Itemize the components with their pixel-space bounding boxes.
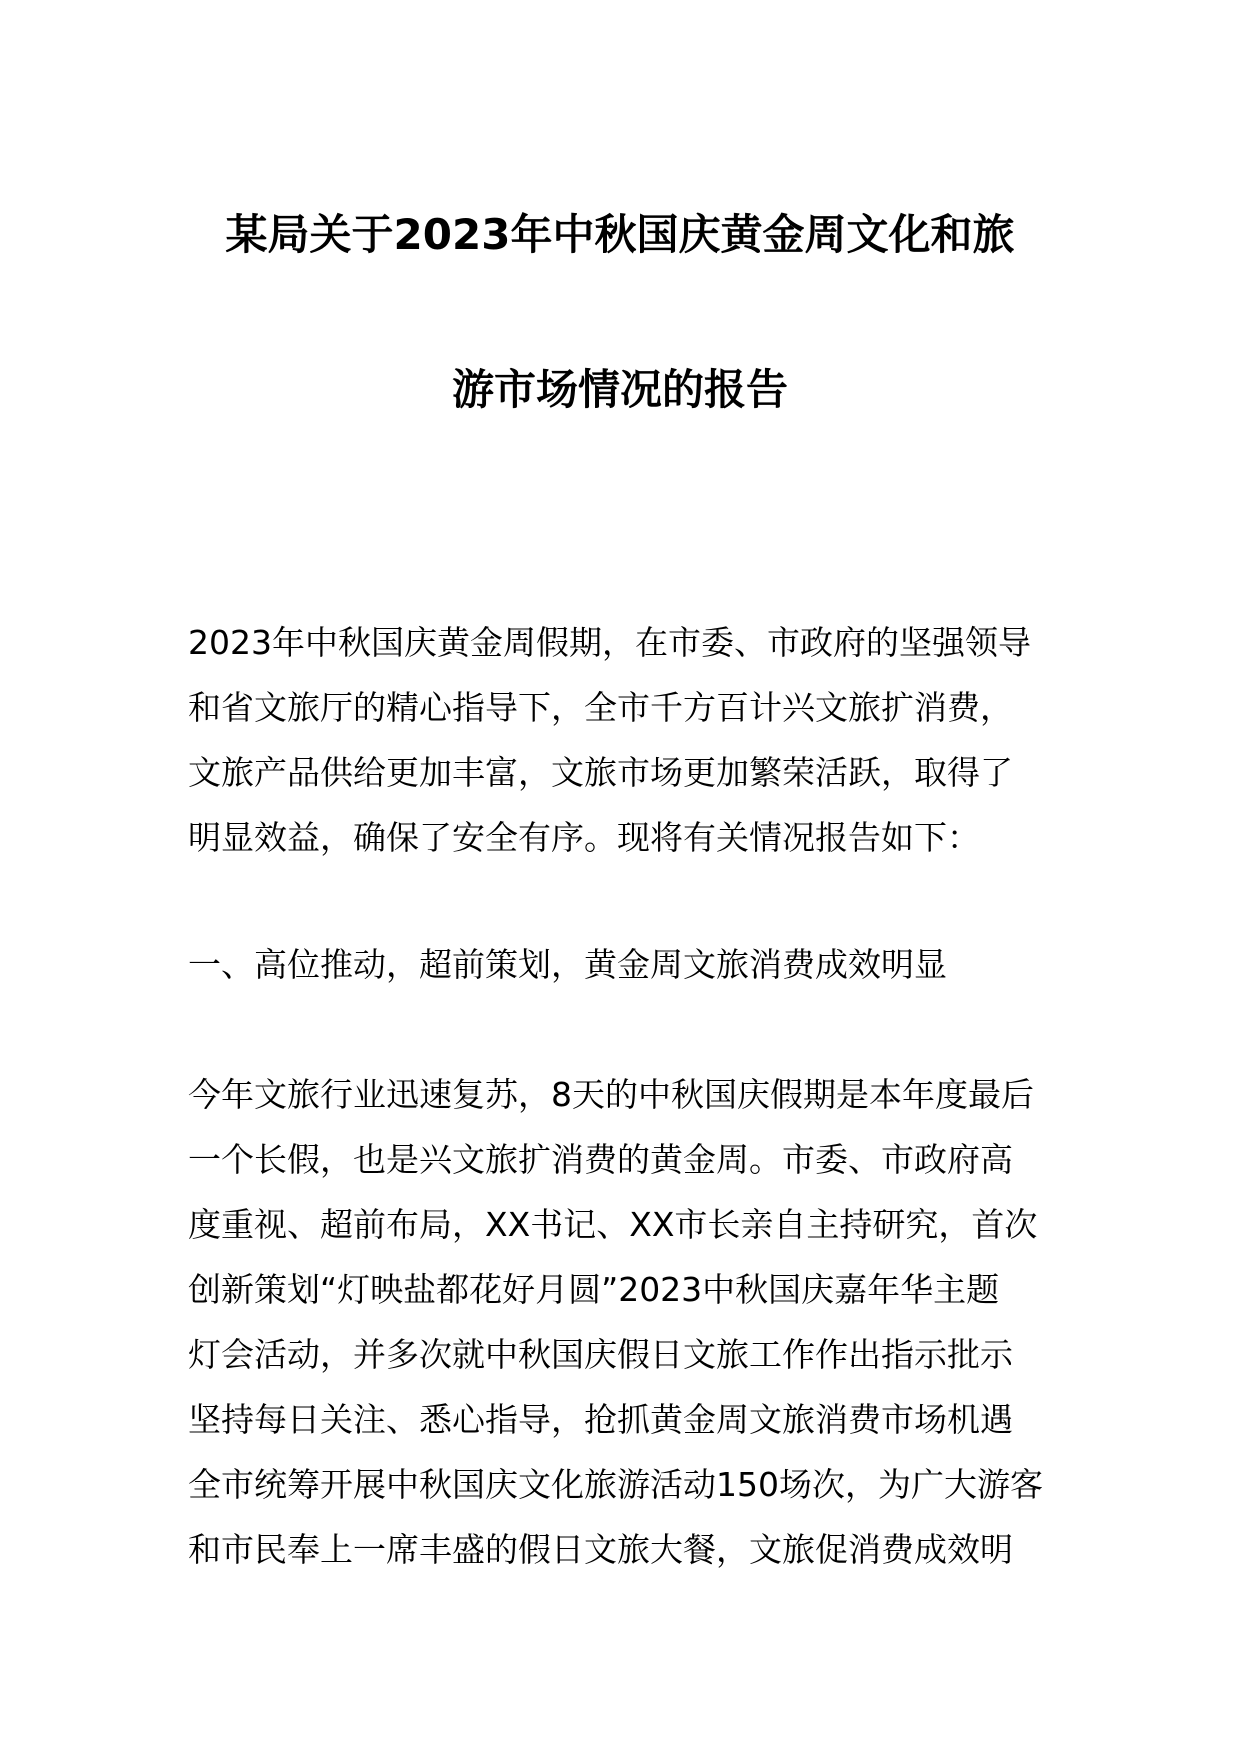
section-heading xyxy=(188,932,1058,997)
section-body-paragraph xyxy=(188,1062,1058,1582)
report-title-line-1: 某局关于2023年中秋国庆黄金周文化和旅 xyxy=(225,210,1015,259)
body-line: 和市民奉上一席丰盛的假日文旅大餐，文旅促消费成效明 xyxy=(188,1530,1013,1569)
intro-line: 2023年中秋国庆黄金周假期，在市委、市政府的坚强领导 xyxy=(188,623,1031,662)
body-line: 全市统筹开展中秋国庆文化旅游活动150场次，为广大游客 xyxy=(188,1465,1043,1504)
intro-line: 文旅产品供给更加丰富，文旅市场更加繁荣活跃，取得了 xyxy=(188,753,1013,792)
body-line: 一个长假，也是兴文旅扩消费的黄金周。市委、市政府高 xyxy=(188,1140,1013,1179)
body-line: 度重视、超前布局，XX书记、XX市长亲自主持研究，首次 xyxy=(188,1205,1038,1244)
body-line: 创新策划“灯映盐都花好月圆”2023中秋国庆嘉年华主题 xyxy=(188,1270,1000,1309)
report-title-line-2: 游市场情况的报告 xyxy=(451,365,788,414)
intro-line: 明显效益，确保了安全有序。现将有关情况报告如下： xyxy=(188,818,980,857)
body-line: 坚持每日关注、悉心指导，抢抓黄金周文旅消费市场机遇 xyxy=(188,1400,1013,1439)
body-line: 今年文旅行业迅速复苏，8天的中秋国庆假期是本年度最后 xyxy=(188,1075,1034,1114)
intro-line: 和省文旅厅的精心指导下，全市千方百计兴文旅扩消费， xyxy=(188,688,1013,727)
body-line: 灯会活动，并多次就中秋国庆假日文旅工作作出指示批示 xyxy=(188,1335,1013,1374)
intro-paragraph xyxy=(188,610,1058,870)
section-heading-text: 一、高位推动，超前策划，黄金周文旅消费成效明显 xyxy=(188,945,947,984)
